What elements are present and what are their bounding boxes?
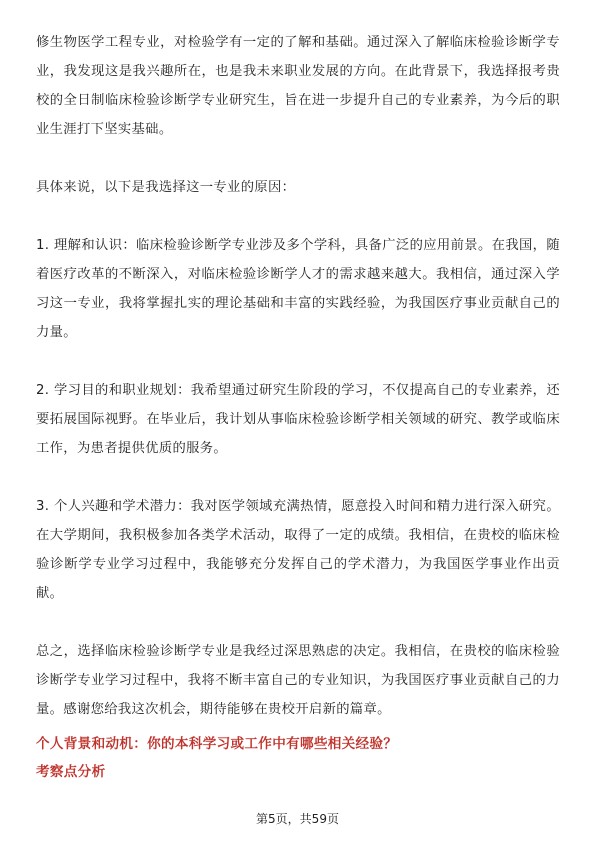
section-label-analysis: 考察点分析 xyxy=(36,764,106,780)
paragraph-intro-reasons: 具体来说，以下是我选择这一专业的原因： xyxy=(36,180,296,195)
paragraph-conclusion: 总之，选择临床检验诊断学专业是我经过深思熟虑的决定。我相信，在贵校的临床检验诊断学专业学习过程中，我将不断丰富自己的专业知识，为我国医疗事业贡献自己的力量。感谢您给我这次机会，期待能够在贵校开启新的篇章。 xyxy=(36,644,560,717)
page-content xyxy=(36,28,560,786)
paragraph-reason-1: 1. 理解和认识：临床检验诊断学专业涉及多个学科，具备广泛的应用前景。在我国，随着医疗改革的不断深入，对临床检验诊断学人才的需求越来越大。我相信，通过深入学习这一专业，我将掌握扎实的理论基础和丰富的实践经验，为我国医疗事业贡献自己的力量。 xyxy=(36,238,560,340)
page-number-footer: 第5页，共59页 xyxy=(256,812,339,826)
paragraph-background: 修生物医学工程专业，对检验学有一定的了解和基础。通过深入了解临床检验诊断学专业，我发现这是我兴趣所在，也是我未来职业发展的方向。在此背景下，我选择报考贵校的全日制临床检验诊断学专业研究生，旨在进一步提升自己的专业素养，为今后的职业生涯打下坚实基础。 xyxy=(36,35,560,137)
paragraph-reason-2: 2. 学习目的和职业规划：我希望通过研究生阶段的学习，不仅提高自己的专业素养，还要拓展国际视野。在毕业后，我计划从事临床检验诊断学相关领域的研究、教学或临床工作，为患者提供优质的服务。 xyxy=(36,383,560,456)
paragraph-reason-3: 3. 个人兴趣和学术潜力：我对医学领域充满热情，愿意投入时间和精力进行深入研究。在大学期间，我积极参加各类学术活动，取得了一定的成绩。我相信，在贵校的临床检验诊断学专业学习过程中，我能够充分发挥自己的学术潜力，为我国医学事业作出贡献。 xyxy=(36,499,560,601)
question-heading: 个人背景和动机：你的本科学习或工作中有哪些相关经验？ xyxy=(36,736,398,752)
